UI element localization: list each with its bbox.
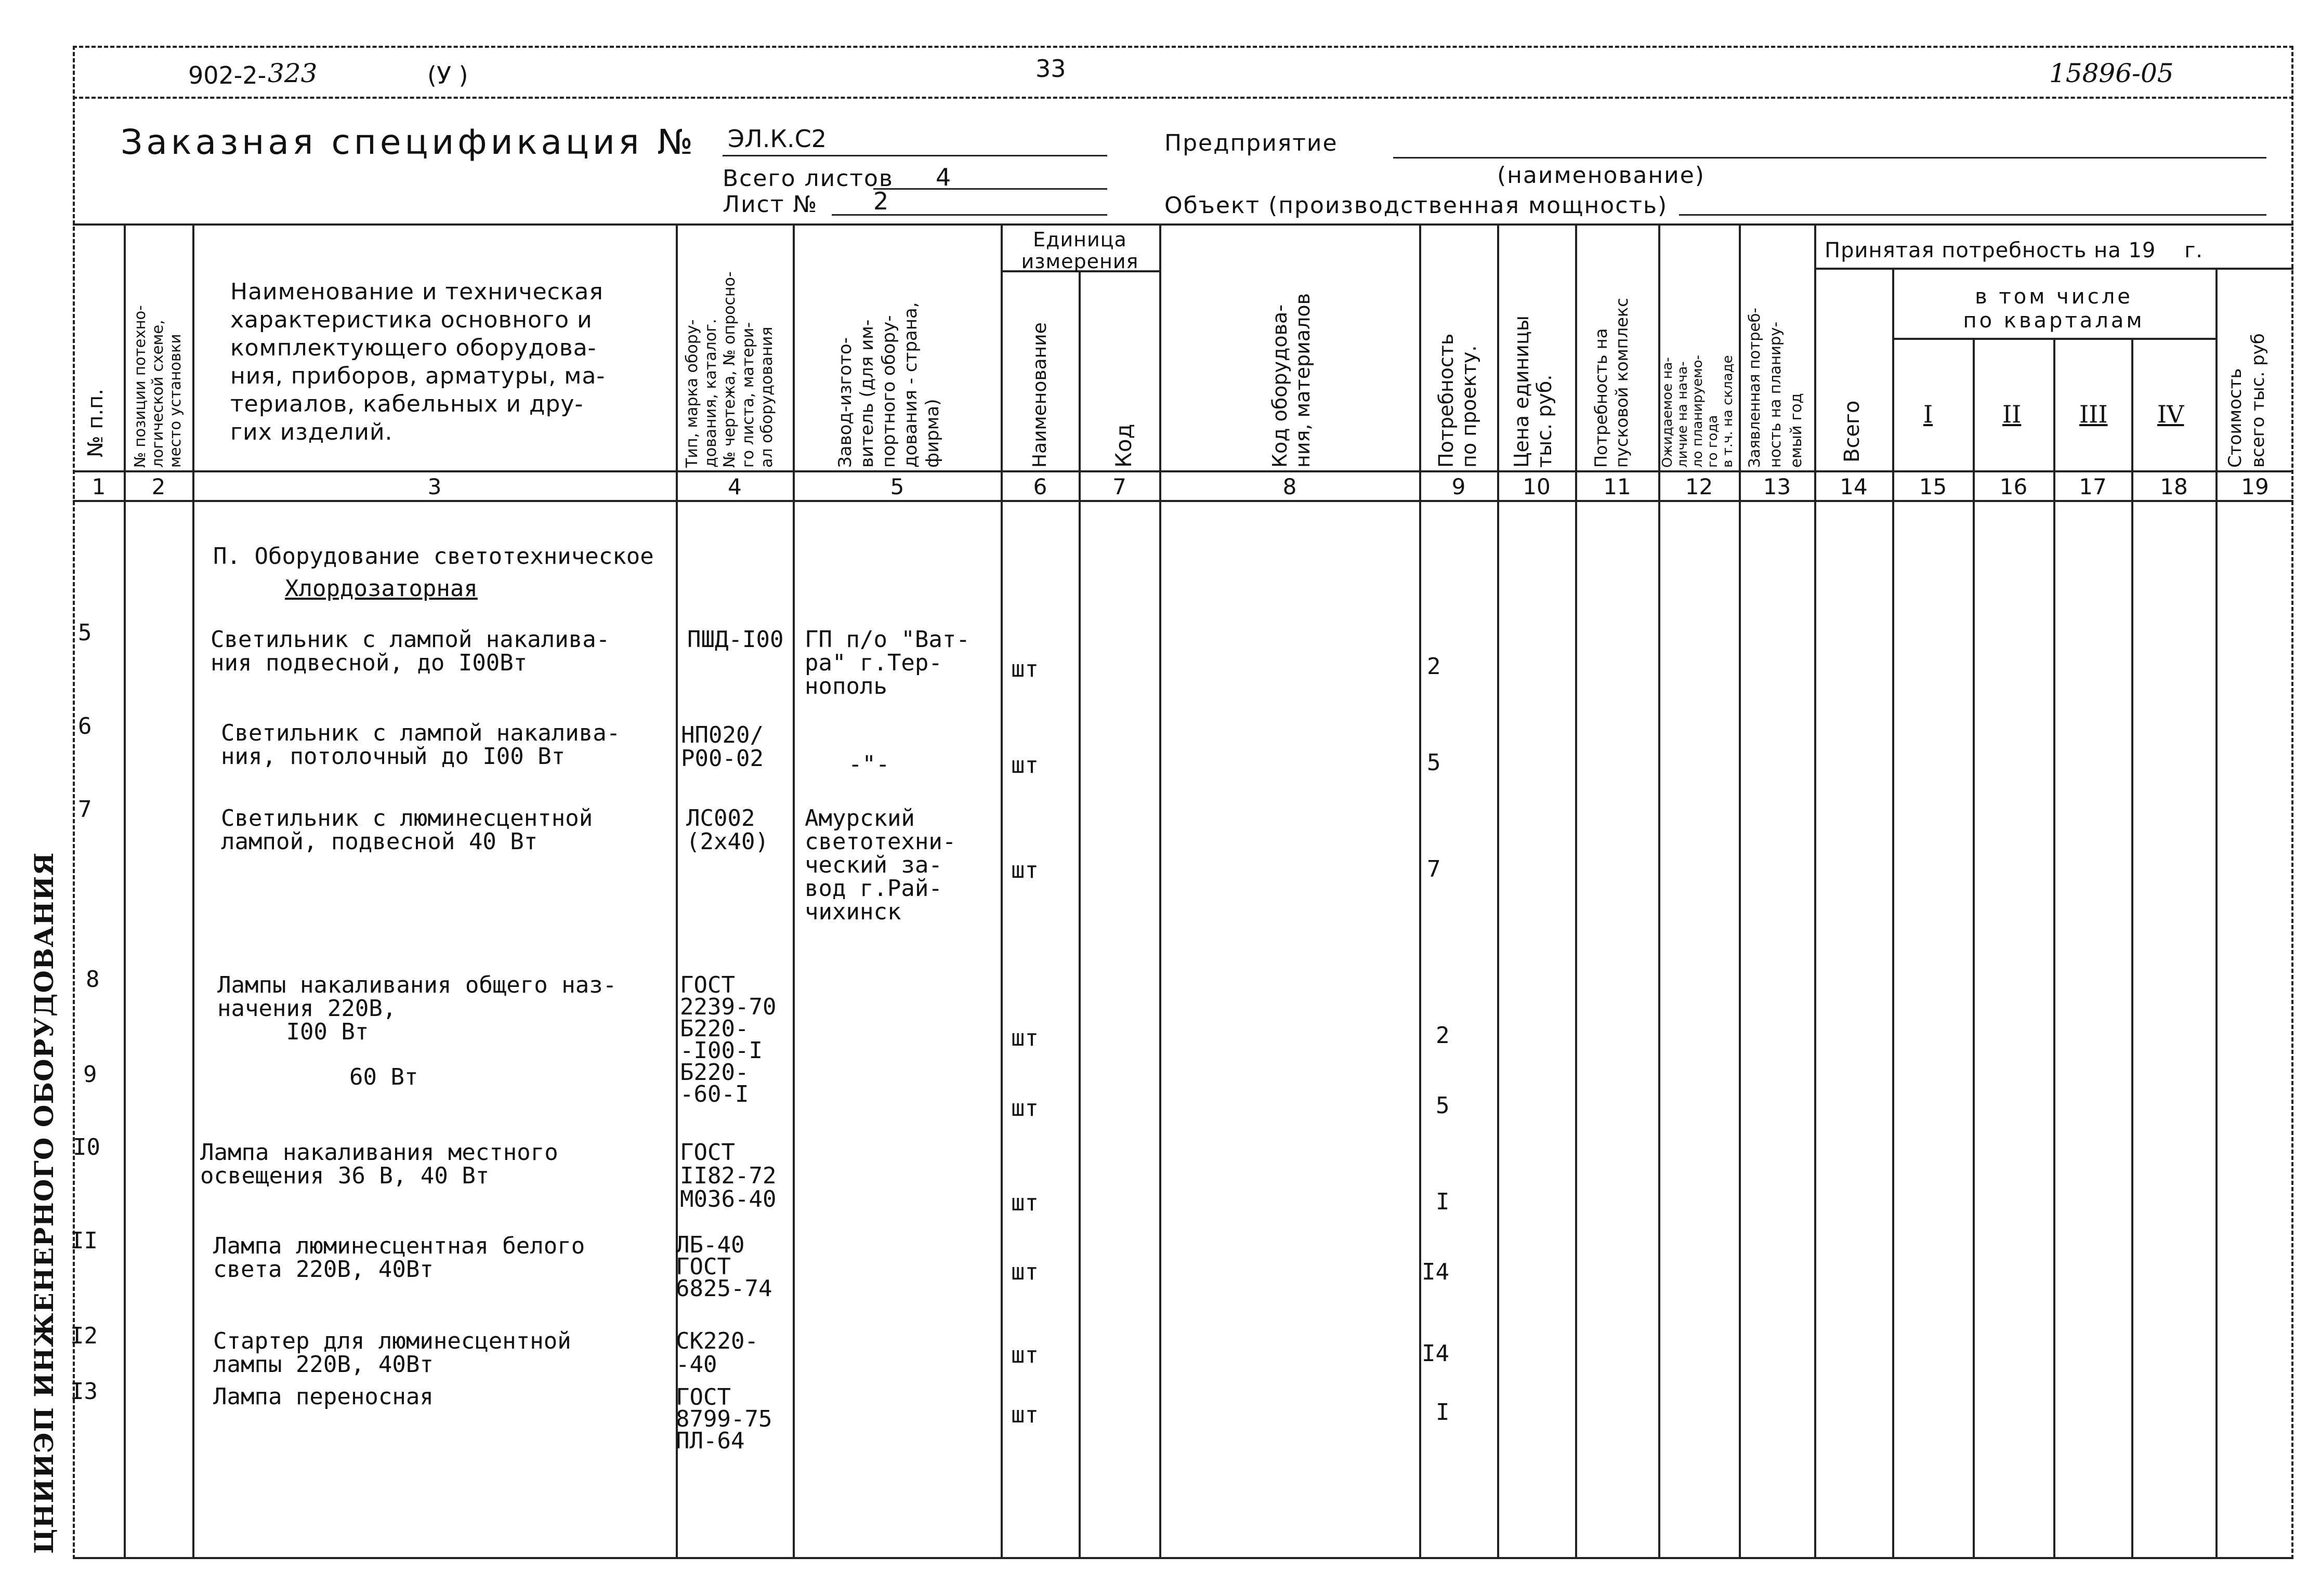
sheet-line bbox=[832, 214, 1107, 216]
item-unit: шт bbox=[1011, 1342, 1039, 1368]
col-border bbox=[1497, 223, 1499, 1559]
item-type: ГОСТ II82-72 М036-40 bbox=[680, 1139, 777, 1212]
item-unit: шт bbox=[1011, 857, 1039, 883]
side-stamp: ЦНИИЭП ИНЖЕНЕРНОГО ОБОРУДОВАНИЯ bbox=[29, 852, 59, 1554]
col-header-unit-group: Единица измерения bbox=[1021, 228, 1139, 273]
accepted-group-line bbox=[1814, 268, 2293, 270]
col-border bbox=[793, 223, 795, 1559]
col-border bbox=[1973, 338, 1975, 1559]
enterprise-label: Предприятие bbox=[1164, 130, 1338, 156]
item-qty: 7 bbox=[1427, 856, 1441, 882]
col-header-8: Код оборудова- ния, материалов bbox=[1268, 293, 1314, 468]
col-header-10: Цена единицы тыс. руб. bbox=[1510, 315, 1556, 468]
col-number: 16 bbox=[1999, 474, 2028, 499]
row-number: II bbox=[70, 1228, 98, 1254]
col-header-accepted-group: Принятая потребность на 19 г. bbox=[1825, 239, 2203, 262]
item-qty: I4 bbox=[1422, 1340, 1449, 1367]
col-number: 13 bbox=[1763, 474, 1791, 499]
section-subheading: Хлордозаторная bbox=[285, 575, 478, 602]
object-label: Объект (производственная мощность) bbox=[1164, 192, 1668, 219]
sheets-line bbox=[873, 188, 1107, 190]
row-number: 9 bbox=[83, 1061, 97, 1088]
col-border bbox=[1419, 223, 1421, 1559]
col-header-14: Всего bbox=[1840, 400, 1864, 463]
item-name: Лампа переносная bbox=[213, 1383, 434, 1410]
col-number: 4 bbox=[728, 474, 742, 499]
header-bottom-line bbox=[73, 470, 2293, 472]
col-number: 6 bbox=[1033, 474, 1047, 499]
item-name: Лампы накаливания общего наз- начения 220В, I00 Вт bbox=[217, 972, 617, 1045]
col-header-5: Завод-изгото- витель (для им- портного обору- дования - страна, фирма) bbox=[835, 302, 943, 468]
item-unit: шт bbox=[1011, 752, 1039, 779]
row-number: I3 bbox=[70, 1378, 98, 1405]
col-number: 15 bbox=[1919, 474, 1947, 499]
row-number: I0 bbox=[73, 1134, 100, 1160]
colnum-bottom-line bbox=[73, 500, 2293, 502]
col-header-1: № п.п. bbox=[84, 388, 108, 457]
item-name: Светильник с лампой накалива- ния подвесной, до I00Вт bbox=[211, 626, 610, 676]
spec-number-line bbox=[723, 155, 1107, 156]
item-maker: Амурский светотехни- ческий за- вод г.Рай- чихинск bbox=[805, 805, 956, 925]
enterprise-line bbox=[1393, 157, 2266, 159]
item-unit: шт bbox=[1011, 1259, 1039, 1285]
col-border bbox=[1892, 268, 1894, 1559]
item-qty: I bbox=[1436, 1189, 1450, 1215]
doc-code-number: 323 bbox=[268, 58, 318, 88]
col-border bbox=[1079, 270, 1081, 1559]
item-unit: шт bbox=[1011, 1402, 1039, 1428]
doc-variant: (У ) bbox=[427, 61, 468, 89]
col-border bbox=[1159, 223, 1161, 1559]
doc-code-prefix: 902-2- bbox=[188, 61, 267, 89]
row-number: 8 bbox=[86, 966, 100, 993]
item-qty: I4 bbox=[1422, 1259, 1449, 1285]
col-header-4: Тип, марка обору- дования, каталог. № чертежа, № опросно- го листа, матери- ал оборудования bbox=[683, 271, 776, 468]
col-number: 14 bbox=[1840, 474, 1868, 499]
item-qty: 5 bbox=[1427, 749, 1441, 776]
col-number: 12 bbox=[1685, 474, 1713, 499]
item-maker: -"- bbox=[848, 751, 890, 777]
item-unit: шт bbox=[1011, 1095, 1039, 1122]
col-border bbox=[2053, 338, 2055, 1559]
item-maker: ГП п/о "Ват- ра" г.Тер- нополь bbox=[805, 626, 970, 700]
item-name: 60 Вт bbox=[349, 1064, 418, 1090]
item-qty: I bbox=[1436, 1399, 1450, 1426]
col-number: 19 bbox=[2241, 474, 2269, 499]
col-header-9: Потребность по проекту. bbox=[1435, 333, 1480, 468]
section-heading: П. Оборудование светотехническое bbox=[213, 543, 654, 570]
item-name: Светильник с люминесцентной лампой, подвесной 40 Вт bbox=[221, 805, 593, 855]
col-header-19: Стоимость всего тыс. руб bbox=[2225, 333, 2268, 468]
item-type: ГОСТ 8799-75 ПЛ-64 bbox=[676, 1384, 772, 1454]
col-number: 3 bbox=[427, 474, 442, 499]
col-number: 9 bbox=[1451, 474, 1466, 499]
col-border bbox=[2215, 268, 2218, 1559]
col-header-6: Наименование bbox=[1029, 322, 1051, 468]
col-number: 11 bbox=[1603, 474, 1631, 499]
col-header-7: Код bbox=[1111, 424, 1136, 468]
col-header-17: III bbox=[2079, 400, 2108, 428]
sheet-label: Лист № bbox=[723, 191, 818, 218]
item-qty: 2 bbox=[1436, 1022, 1450, 1049]
header-divider bbox=[73, 97, 2293, 99]
item-type: ПШД-I00 bbox=[687, 626, 784, 653]
col-number: 2 bbox=[151, 474, 166, 499]
col-header-3: Наименование и техническая характеристика основного и комплектующего оборудова- ния, приборов, арматуры, ма- териалов, кабельных и дру- гих изделий. bbox=[230, 279, 606, 445]
col-number: 7 bbox=[1112, 474, 1126, 499]
doc-number: 15896-05 bbox=[2049, 58, 2174, 88]
spec-number: ЭЛ.К.С2 bbox=[728, 125, 827, 153]
col-border bbox=[124, 223, 126, 1559]
col-number: 8 bbox=[1282, 474, 1297, 499]
col-border bbox=[192, 223, 194, 1559]
row-number: 7 bbox=[78, 796, 92, 823]
item-type: НП020/ Р00-02 bbox=[681, 722, 764, 772]
col-border bbox=[1001, 223, 1003, 1559]
table-top-line bbox=[73, 223, 2293, 226]
row-number: 5 bbox=[78, 619, 92, 646]
col-border bbox=[1814, 223, 1816, 1559]
col-border bbox=[2131, 338, 2133, 1559]
page-number: 33 bbox=[1035, 55, 1066, 83]
naming-label: (наименование) bbox=[1497, 162, 1705, 189]
item-qty: 2 bbox=[1427, 653, 1441, 680]
col-number: 1 bbox=[91, 474, 106, 499]
item-qty: 5 bbox=[1436, 1092, 1450, 1119]
sheets-total: 4 bbox=[936, 163, 951, 191]
col-header-2: № позиции потехно- логической схеме, место установки bbox=[131, 305, 184, 468]
col-header-11: Потребность на пусковой комплекс bbox=[1591, 298, 1632, 468]
col-header-18: IV bbox=[2157, 400, 2184, 428]
col-border bbox=[1575, 223, 1577, 1559]
item-type: СК220- -40 bbox=[676, 1328, 758, 1378]
row-number: 6 bbox=[78, 713, 92, 740]
col-number: 17 bbox=[2079, 474, 2107, 499]
col-header-15: I bbox=[1923, 400, 1933, 428]
col-number: 10 bbox=[1523, 474, 1551, 499]
sheet-number: 2 bbox=[873, 187, 889, 215]
col-number: 5 bbox=[890, 474, 904, 499]
row-number: I2 bbox=[70, 1323, 98, 1349]
col-header-quarters-group: в том числе по кварталам bbox=[1963, 285, 2145, 333]
sheets-label: Всего листов bbox=[723, 165, 894, 192]
item-type: ГОСТ 2239-70 Б220- -I00-I Б220- -60-I bbox=[680, 972, 777, 1107]
col-number: 18 bbox=[2160, 474, 2188, 499]
item-unit: шт bbox=[1011, 1190, 1039, 1216]
item-name: Лампа люминесцентная белого света 220В, 40Вт bbox=[213, 1233, 585, 1283]
item-unit: шт bbox=[1011, 1025, 1039, 1051]
item-name: Светильник с лампой накалива- ния, потолочный до I00 Вт bbox=[221, 720, 621, 770]
spec-title: Заказная спецификация № bbox=[121, 122, 697, 162]
col-header-13: Заявленная потреб- ность на планиру- емый год bbox=[1746, 308, 1805, 468]
object-line bbox=[1679, 214, 2266, 216]
item-type: ЛБ-40 ГОСТ 6825-74 bbox=[676, 1232, 772, 1302]
col-header-12: Ожидаемое на- личие на нача- ло планируемо- го года в т.ч. на складе bbox=[1660, 354, 1736, 468]
item-name: Лампа накаливания местного освещения 36 В, 40 Вт bbox=[200, 1139, 558, 1189]
item-type: ЛС002 (2х40) bbox=[686, 805, 769, 855]
item-name: Стартер для люминесцентной лампы 220В, 40Вт bbox=[213, 1328, 571, 1378]
col-header-16: II bbox=[2002, 400, 2022, 428]
col-border bbox=[1739, 223, 1741, 1559]
item-unit: шт bbox=[1011, 656, 1039, 682]
